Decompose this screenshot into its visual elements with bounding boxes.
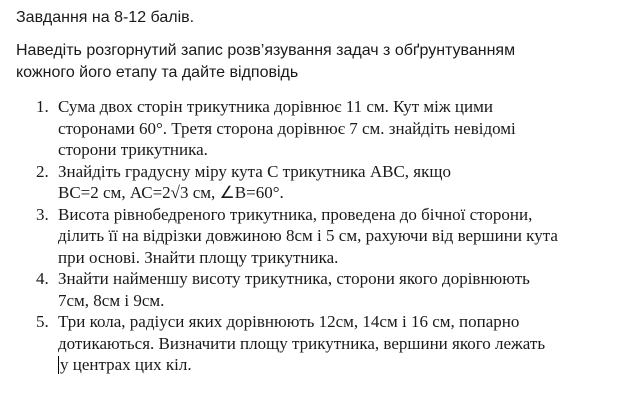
task-item-4: [0, 268, 628, 311]
section-heading: Завдання на 8-12 балів.: [16, 9, 195, 26]
task-number: 2.: [36, 161, 49, 181]
task-item-1: [0, 96, 628, 161]
task-text-line: Три кола, радіуси яких дорівнюють 12см, 14см і 16 см, попарно: [58, 312, 520, 331]
task-text-line: Знайдіть градусну міру кута С трикутника АВС, якщо: [58, 161, 451, 181]
task-text-line: при основі. Знайти площу трикутника.: [58, 247, 339, 267]
task-text-line: 7см, 8см і 9см.: [58, 290, 165, 310]
task-text-line: сторони трикутника.: [58, 140, 208, 159]
task-list: [0, 96, 628, 376]
task-number: 1.: [36, 97, 49, 116]
task-text-fragment: у центрах цих кіл.: [60, 355, 192, 374]
task-item-3: [0, 204, 628, 269]
task-text-line: сторонами 60°. Третя сторона дорівнює 7 см. знайдіть невідомі: [58, 118, 516, 138]
task-item-5: [0, 311, 628, 376]
task-text-line: ВС=2 см, АС=2√3 см, ∠В=60°.: [58, 183, 284, 202]
instruction-paragraph: [16, 40, 616, 84]
task-text-line-with-cursor: [58, 354, 628, 376]
task-item-2: [0, 161, 628, 204]
task-number: 4.: [36, 269, 49, 288]
instruction-line: кожного його етапу та дайте відповідь: [16, 64, 299, 81]
instruction-line: Наведіть розгорнутий запис розв’язування задач з обґрунтуванням: [16, 42, 516, 59]
task-number: 5.: [36, 312, 49, 331]
task-text-line: дотикаються. Визначити площу трикутника, вершини якого лежать: [58, 333, 546, 353]
task-text-line: Знайти найменшу висоту трикутника, сторони якого дорівнюють: [58, 269, 530, 288]
task-text-line: Висота рівнобедреного трикутника, проведена до бічної сторони,: [58, 204, 533, 224]
task-text-line: Сума двох сторін трикутника дорівнює 11 см. Кут між цими: [58, 97, 493, 116]
task-number: 3.: [36, 204, 49, 224]
text-cursor: [58, 356, 59, 374]
task-text-line: ділить її на відрізки довжиною 8см і 5 см, рахуючи від вершини кута: [58, 226, 558, 245]
